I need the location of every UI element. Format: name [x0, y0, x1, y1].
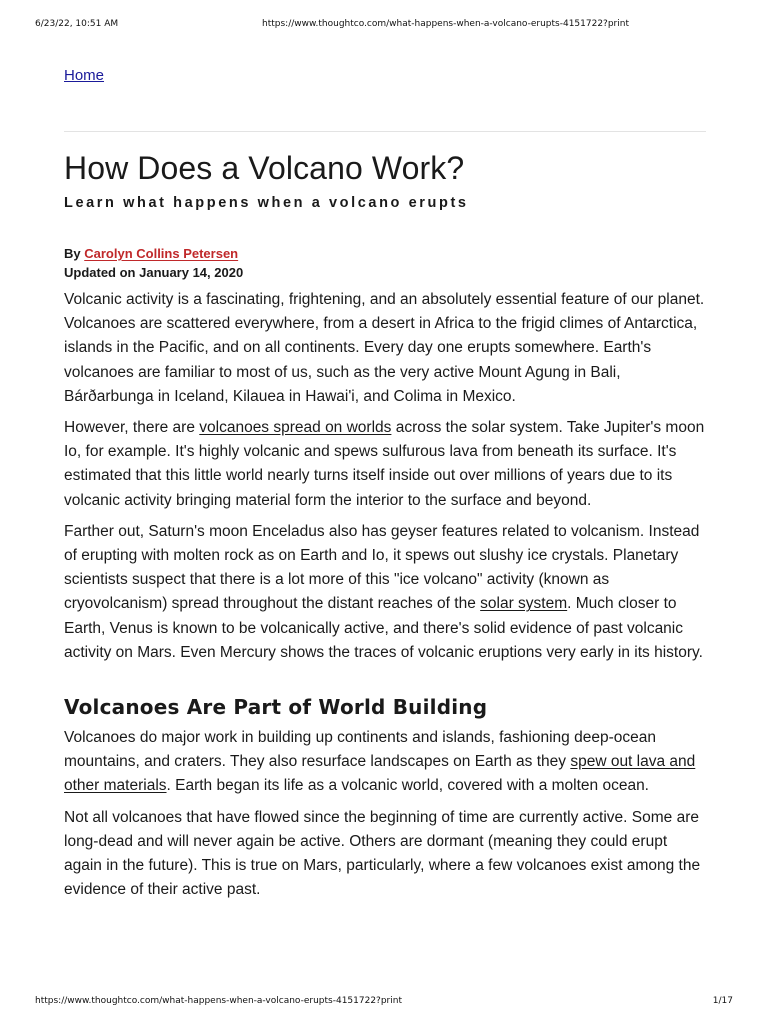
section-heading: Volcanoes Are Part of World Building [64, 695, 488, 720]
paragraph-2-text-a: However, there are [64, 419, 200, 437]
article-content [64, 66, 706, 902]
paragraph-1: Volcanic activity is a fascinating, frightening, and an absolutely essential feature of our planet. Volcanoes are scattered everywhere, from a desert in Africa to the frigid climes of Antarctica, islands in the Pacific, and on all continents. Every day one erupts somewhere. Earth's volcanoes are familiar to most of us, such as the very active Mount Agung in Bali, Bárðarbunga in Iceland, Kilauea in Hawai'i, and Colima in Mexico. [64, 291, 705, 405]
updated-date: Updated on January 14, 2020 [64, 265, 244, 280]
paragraph-3-text-b: . Much closer to Earth, Venus is known to be volcanically active, and there's solid evidence of past volcanic activity on Mars. Even Mercury shows the traces of volcanic eruptions very early in its history. [64, 595, 703, 661]
paragraph-3 [64, 520, 706, 665]
print-datetime: 6/23/22, 10:51 AM [35, 19, 119, 29]
solar-system-link[interactable]: solar system [480, 595, 568, 613]
footer-url: https://www.thoughtco.com/what-happens-when-a-volcano-erupts-4151722?print [35, 996, 402, 1006]
page-number: 1/17 [712, 996, 733, 1006]
author-link[interactable]: Carolyn Collins Petersen [84, 246, 239, 261]
paragraph-3-text-a: Farther out, Saturn's moon Enceladus also has geyser features related to volcanism. Instead of erupting with molten rock as on Earth and Io, it spews out slushy ice crystals. Planetary scientists suspect that there is a lot more of this "ice volcano" activity (known as cryovolcanism) spread throughout the distant reaches of the [64, 522, 700, 613]
byline-prefix: By [64, 246, 85, 261]
paragraph-4-text-a: Volcanoes do major work in building up continents and islands, fashioning deep-ocean mountains, and craters. They also resurface landscapes on Earth as they [64, 729, 656, 771]
print-footer [0, 996, 768, 1008]
print-header [0, 19, 768, 31]
volcanoes-worlds-link[interactable]: volcanoes spread on worlds [199, 419, 392, 437]
paragraph-4-text-b: . Earth began its life as a volcanic world, covered with a molten ocean. [166, 777, 649, 795]
paragraph-4 [64, 726, 706, 799]
byline [64, 244, 706, 263]
paragraph-2-text-b: across the solar system. Take Jupiter's moon Io, for example. It's highly volcanic and spews sulfurous lava from beneath its surface. It's estimated that this little world nearly turns itself inside out over millions of years due to its volcanic activity bringing material form the interior to the surface and beyond. [64, 419, 705, 509]
spew-lava-link[interactable]: spew out lava and other materials [64, 753, 696, 795]
page-title: How Does a Volcano Work? [64, 150, 465, 186]
home-link[interactable]: Home [64, 67, 105, 84]
article-subtitle: Learn what happens when a volcano erupts [64, 195, 469, 211]
divider [64, 131, 706, 132]
paragraph-2 [64, 416, 706, 513]
print-url: https://www.thoughtco.com/what-happens-when-a-volcano-erupts-4151722?print [262, 19, 629, 29]
paragraph-5: Not all volcanoes that have flowed since the beginning of time are currently active. Some are long-dead and will never again be active. Others are dormant (meaning they could erupt again in the future). This is true on Mars, particularly, where a few volcanoes exist among the evidence of their active past. [64, 808, 701, 899]
